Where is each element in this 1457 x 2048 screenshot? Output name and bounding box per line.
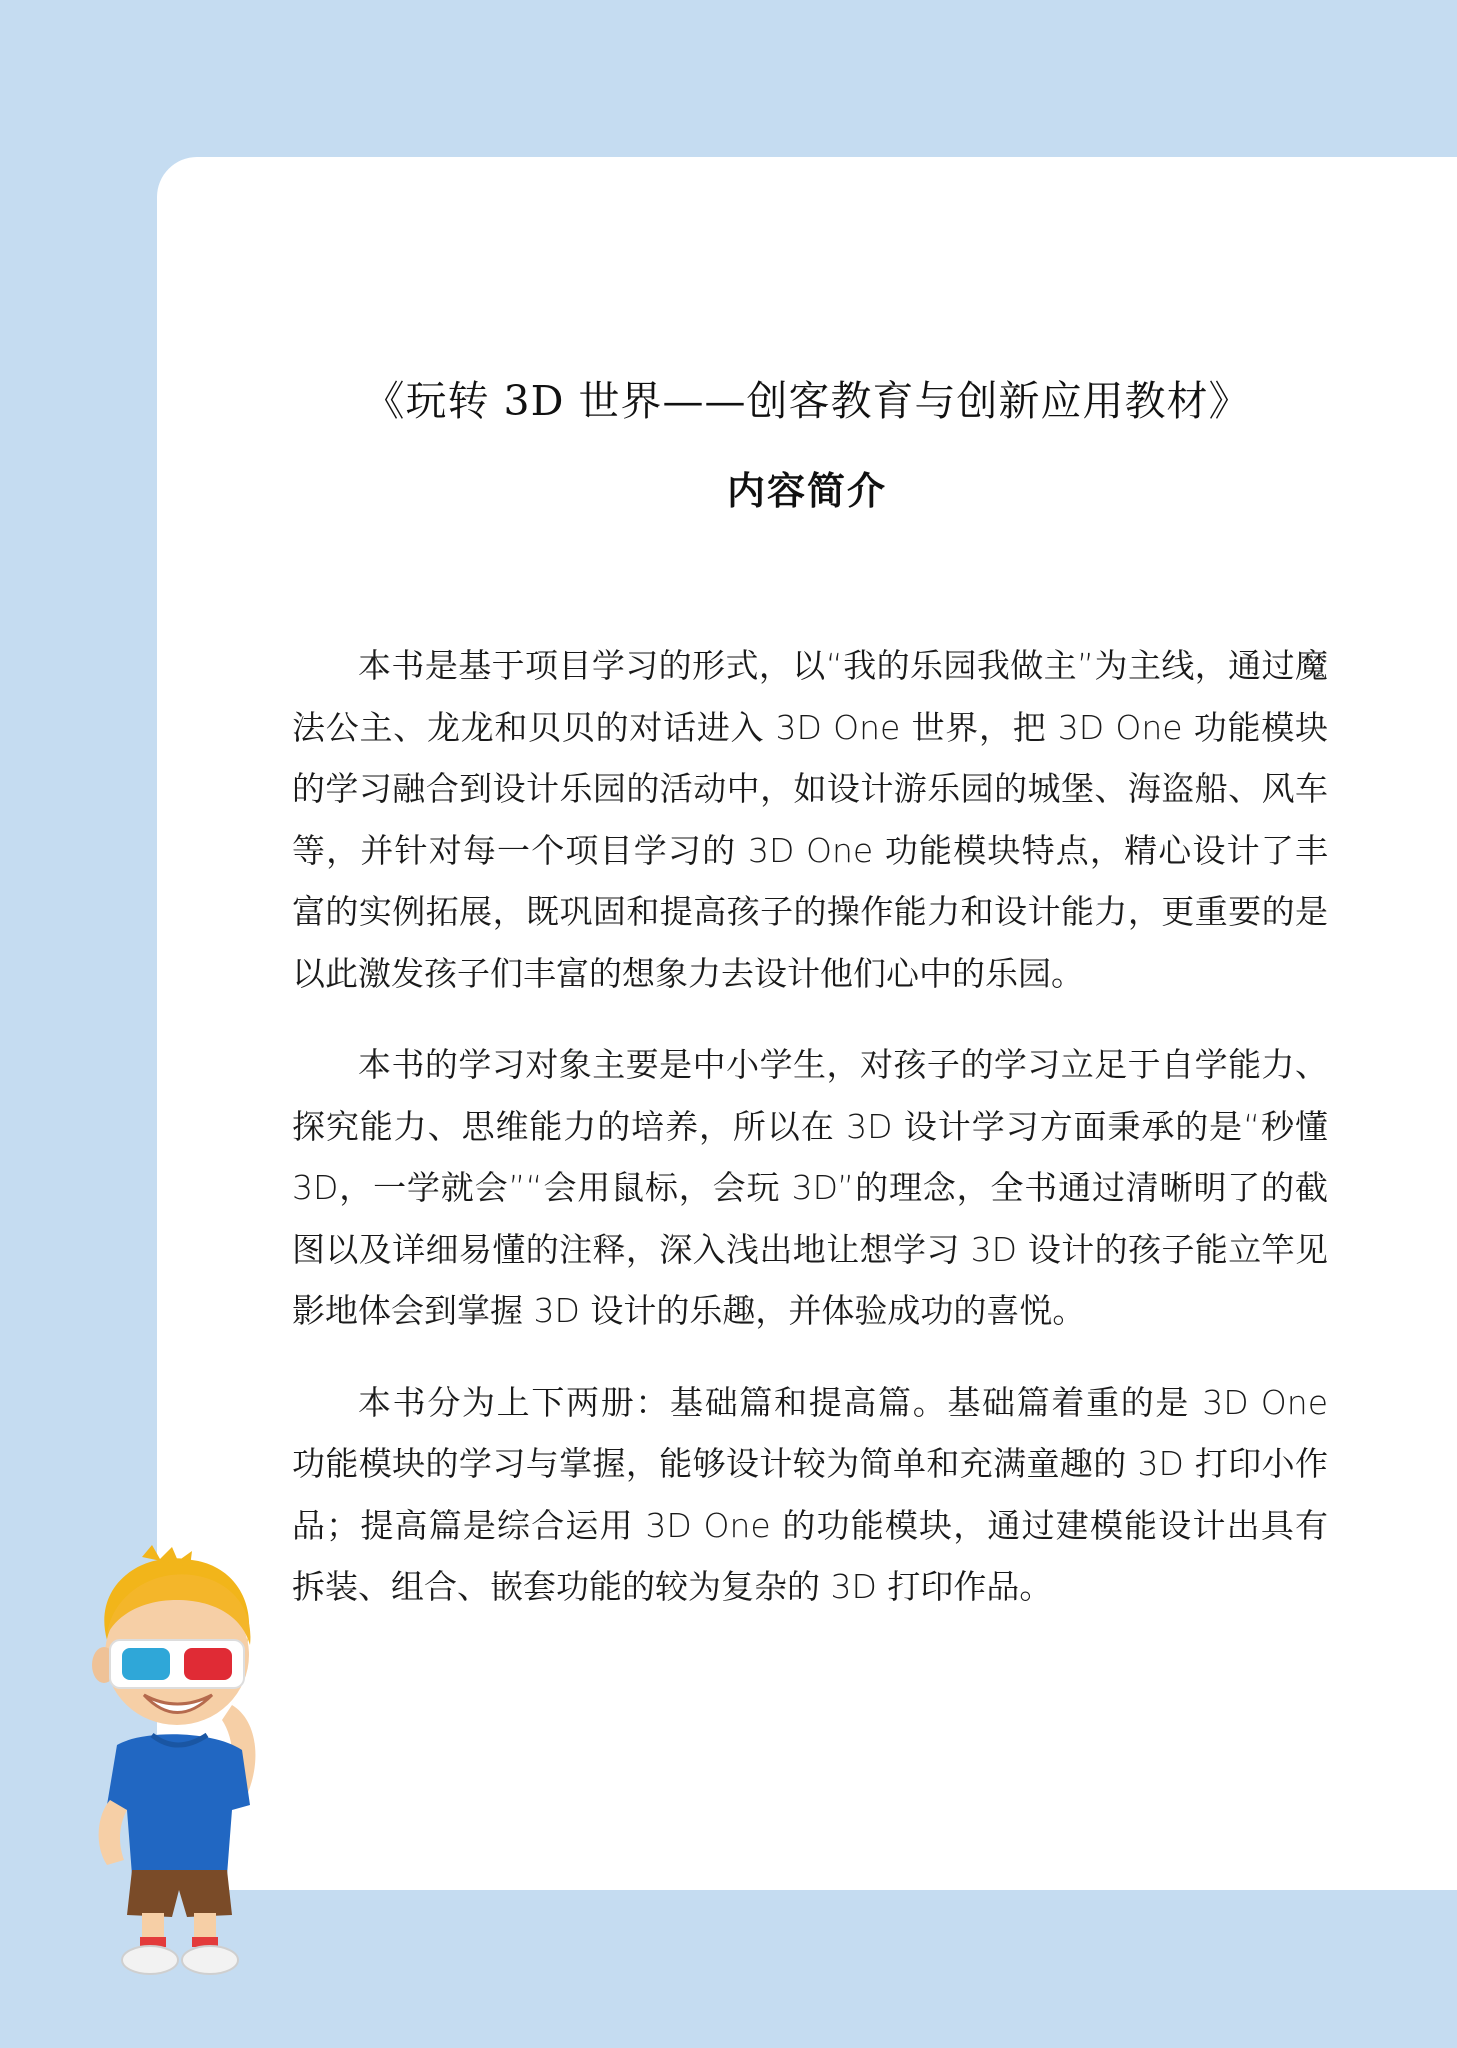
paragraph-1: 本书是基于项目学习的形式，以“我的乐园我做主”为主线，通过魔法公主、龙龙和贝贝的对话进入 3D One 世界，把 3D One 功能模块的学习融合到设计乐园的活动中，如设计游乐园的城堡、海盗船、风车等，并针对每一个项目学习的 3D One 功能模块特点，精心设计了丰富的实例拓展，既巩固和提高孩子的操作能力和设计能力，更重要的是以此激发孩子们丰富的想象力去设计他们心中的乐园。 <box>292 646 1328 993</box>
paragraph-3: 本书分为上下两册：基础篇和提高篇。基础篇着重的是 3D One 功能模块的学习与掌握，能够设计较为简单和充满童趣的 3D 打印小作品；提高篇是综合运用 3D One 的功能模块，通过建模能设计出具有拆装、组合、嵌套功能的较为复杂的 3D 打印作品。 <box>292 1382 1328 1606</box>
page-title: 《玩转 3D 世界——创客教育与创新应用教材》 <box>363 377 1251 425</box>
paragraph-2: 本书的学习对象主要是中小学生，对孩子的学习立足于自学能力、探究能力、思维能力的培养，所以在 3D 设计学习方面秉承的是“秒懂 3D，一学就会”“会用鼠标，会玩 3D”的理念，全书通过清晰明了的截图以及详细易懂的注释，深入浅出地让想学习 3D 设计的孩子能立竿见影地体会到掌握 3D 设计的乐趣，并体验成功的喜悦。 <box>292 1045 1328 1330</box>
boy-with-3d-glasses-icon <box>82 1545 272 1975</box>
body-text <box>292 635 1328 1648</box>
page-subtitle: 内容简介 <box>726 469 887 513</box>
